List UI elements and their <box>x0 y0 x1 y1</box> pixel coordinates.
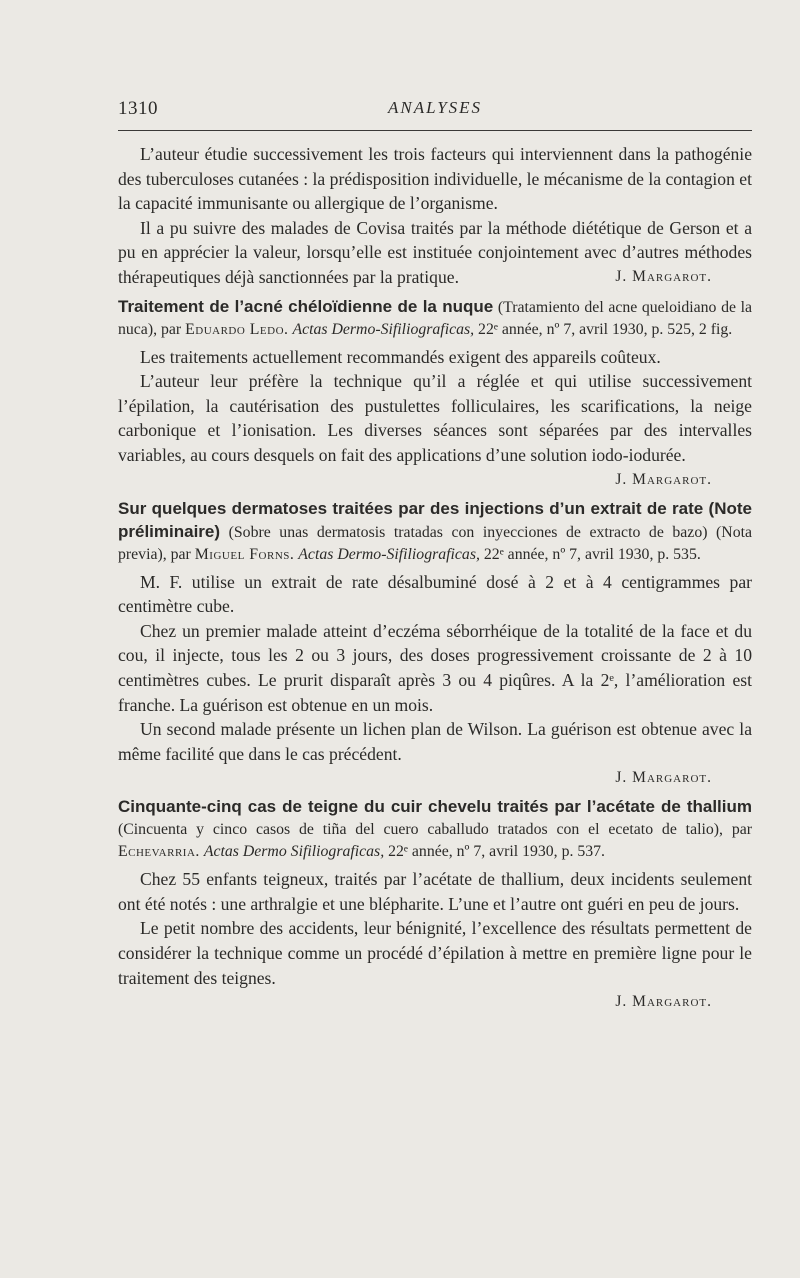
original-title: (Tratamiento del acne queloidiano de la nuca), par <box>118 298 752 338</box>
header-rule <box>118 130 752 131</box>
article-title: Traitement de l’acné chéloïdienne de la nuque <box>118 296 494 316</box>
article-paragraph: Un second malade présente un lichen plan de Wilson. La guérison est obtenue avec la même facilité que dans le cas précédent. <box>118 719 752 764</box>
signature: J. Margarot. <box>615 267 712 285</box>
signature: J. Margarot. <box>615 993 712 1011</box>
intro-paragraph-2-text: Il a pu suivre des malades de Covisa traités par la méthode diététique de Gerson et a pu en apprécier la valeur, lorsqu’elle est instituée conjointement avec d’autres méthodes thérapeutiques déjà sanctionnées par la pratique. <box>118 217 752 287</box>
signature: J. Margarot. <box>615 470 712 488</box>
article-title: Sur quelques dermatoses traitées par des injections d’un extrait de rate (Note préliminaire) <box>118 498 752 541</box>
running-title: ANALYSES <box>387 98 483 117</box>
journal-name: Actas Dermo-Sifiliograficas, <box>292 320 475 338</box>
page-header <box>118 98 752 124</box>
intro-paragraph-2 <box>118 216 752 290</box>
article-paragraph: Chez un premier malade atteint d’eczéma séborrhéique de la totalité de la face et du cou, il injecte, tous les 2 ou 3 jours, des doses progressivement croissante de 2 à 10 centimètres cubes. Le prurit disparaît après 3 ou 4 piqûres. A la 2ᵉ, l’amélioration est franche. La guérison est obtenue en un mois. <box>118 620 752 715</box>
article-author: Eduardo Ledo. <box>185 320 289 338</box>
page-body <box>118 142 752 1014</box>
original-title: (Sobre unas dermatosis tratadas con inyecciones de extracto de bazo) (Nota previa), par <box>118 523 753 563</box>
article-heading <box>118 296 752 341</box>
article-author: Echevarria. <box>118 843 200 861</box>
intro-paragraph-1: L’auteur étudie successivement les trois facteurs qui interviennent dans la pathogénie des tuberculoses cutanées : la prédisposition individuelle, le mécanisme de la contagion et la capacité immunisante ou allergique de l’organisme. <box>118 144 752 214</box>
citation: 22ᵉ année, nº 7, avril 1930, p. 535. <box>483 545 701 563</box>
journal-name: Actas Dermo-Sifiliograficas, <box>298 545 480 563</box>
article-paragraph: Le petit nombre des accidents, leur bénignité, l’excellence des résultats permettent de considérer la technique comme un procédé d’épilation à mettre en première ligne pour le traitement des teignes. <box>118 918 752 988</box>
journal-name: Actas Dermo Sifiliograficas, <box>203 843 385 861</box>
article-paragraph: L’auteur leur préfère la technique qu’il a réglée et qui utilise successivement l’épilation, la cautérisation des pustulettes folliculaires, les scarifications, la neige carbonique et l’ionisation. Les diverses séances sont séparées par des intervalles variables, au cours desquels on fait des applications d’une solution iodo-iodurée. <box>118 371 752 465</box>
intro-section <box>118 142 752 290</box>
article-author: Miguel Forns. <box>194 545 295 563</box>
page-number: 1310 <box>118 98 158 119</box>
article-2 <box>118 498 752 791</box>
original-title: (Cincuenta y cinco casos de tiña del cuero caballudo tratados con el ecetato de talio), par <box>118 821 752 839</box>
article-title: Cinquante-cinq cas de teigne du cuir chevelu traités par l’acétate de thallium <box>118 797 752 817</box>
article-paragraph: M. F. utilise un extrait de rate désalbuminé dosé à 2 et à 4 centigrammes par centimètre cube. <box>118 571 752 617</box>
citation: 22ᵉ année, nº 7, avril 1930, p. 537. <box>388 843 606 861</box>
signature: J. Margarot. <box>615 769 712 787</box>
article-heading <box>118 498 752 566</box>
citation: 22ᵉ année, nº 7, avril 1930, p. 525, 2 fig. <box>478 320 733 338</box>
article-paragraph: Chez 55 enfants teigneux, traités par l’acétate de thallium, deux incidents seulement ont été notés : une arthralgie et une blépharite. L’une et l’autre ont guéri en peu de jours. <box>118 869 752 914</box>
article-heading <box>118 796 752 863</box>
article-1 <box>118 296 752 492</box>
article-paragraph: Les traitements actuellement recommandés exigent des appareils coûteux. <box>140 346 661 367</box>
article-3 <box>118 796 752 1014</box>
